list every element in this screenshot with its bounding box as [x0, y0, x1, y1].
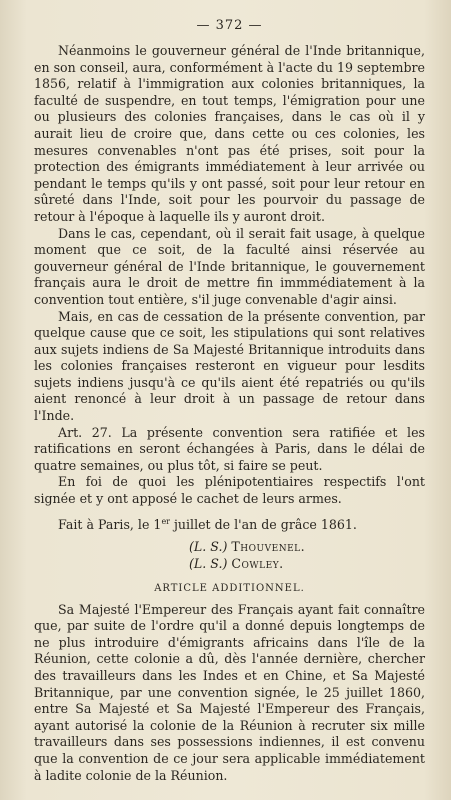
signing-date-before: Fait à Paris, le 1: [58, 516, 162, 532]
signing-date-sup: er: [161, 516, 170, 526]
seal-mark: (L. S.): [189, 539, 228, 555]
signatory-name: Cowley.: [231, 556, 284, 571]
signing-place-date: [34, 514, 425, 534]
signing-date-after: juillet de l'an de grâce 1861.: [170, 516, 357, 532]
page-number: — 372 —: [196, 18, 263, 33]
signatory-name: Thouvenel.: [231, 539, 306, 555]
paragraph-cessation-clause: Mais, en cas de cessation de la présente convention, par quelque cause que ce soit, les stipulations qui sont relatives aux sujets indiens de Sa Majesté Britannique introduits dans les colonies françaises resteront en vigueur pour lesdits sujets indiens jusqu'à ce qu'ils aient été repatriés ou qu'ils aient renoncé à leur droit à un passage de retour dans l'Inde.: [34, 308, 425, 424]
additional-article-text: Sa Majesté l'Empereur des Français ayant fait connaître que, par suite de l'ordre qu'il a donné depuis longtemps de ne plus introduire d'émigrants africains dans l'île de la Réunion, cette colonie a dû, dès l'année dernière, chercher des travailleurs dans les Indes et en Chine, et Sa Majesté Britannique, par une convention signée, le 25 juillet 1860, entre Sa Majesté et Sa Majesté l'Empereur des Français, ayant autorisé la colonie de la Réunion à recruter six mille travailleurs dans ses possessions indiennes, il est convenu que la convention de ce jour sera applicable immédiatement à ladite colonie de la Réunion.: [34, 601, 425, 783]
additional-article-title: ARTICLE ADDITIONNEL.: [154, 582, 305, 594]
paragraph-termination-clause: Dans le cas, cependant, où il serait fait usage, à quelque moment que ce soit, de la faculté ainsi réservée au gouverneur général de l'Inde britannique, le gouvernement français aura le droit de mettre fin immmédiatement à la convention tout entière, s'il juge convenable d'agir ainsi.: [34, 225, 425, 307]
paragraph-suspension-clause: Néanmoins le gouverneur général de l'Inde britannique, en son conseil, aura, conformément à l'acte du 19 septembre 1856, relatif à l'immigration aux colonies britanniques, la faculté de suspendre, en tout temps, l'émigration pour une ou plusieurs des colonies françaises, dans le cas où il y aurait lieu de croire que, dans cette ou ces colonies, les mesures convenables n'ont pas été prises, soit pour la protection des émigrants immédiatement à leur arrivée ou pendant le temps qu'ils y ont passé, soit pour leur retour en sûreté dans l'Inde, soit pour les pourvoir du passage de retour à l'époque à laquelle ils y auront droit.: [34, 43, 425, 224]
signature-line: [189, 556, 425, 573]
signatures-block: [189, 539, 425, 572]
seal-mark: (L. S.): [189, 556, 228, 571]
paragraph-in-witness: En foi de quoi les plénipotentiaires respectifs l'ont signée et y ont apposé le cachet de leurs armes.: [34, 474, 425, 507]
paragraph-article-27: Art. 27. La présente convention sera ratifiée et les ratifications en seront échangées à Paris, dans le délai de quatre semaines, ou plus tôt, si faire se peut.: [34, 424, 425, 473]
signature-line: [189, 539, 425, 556]
